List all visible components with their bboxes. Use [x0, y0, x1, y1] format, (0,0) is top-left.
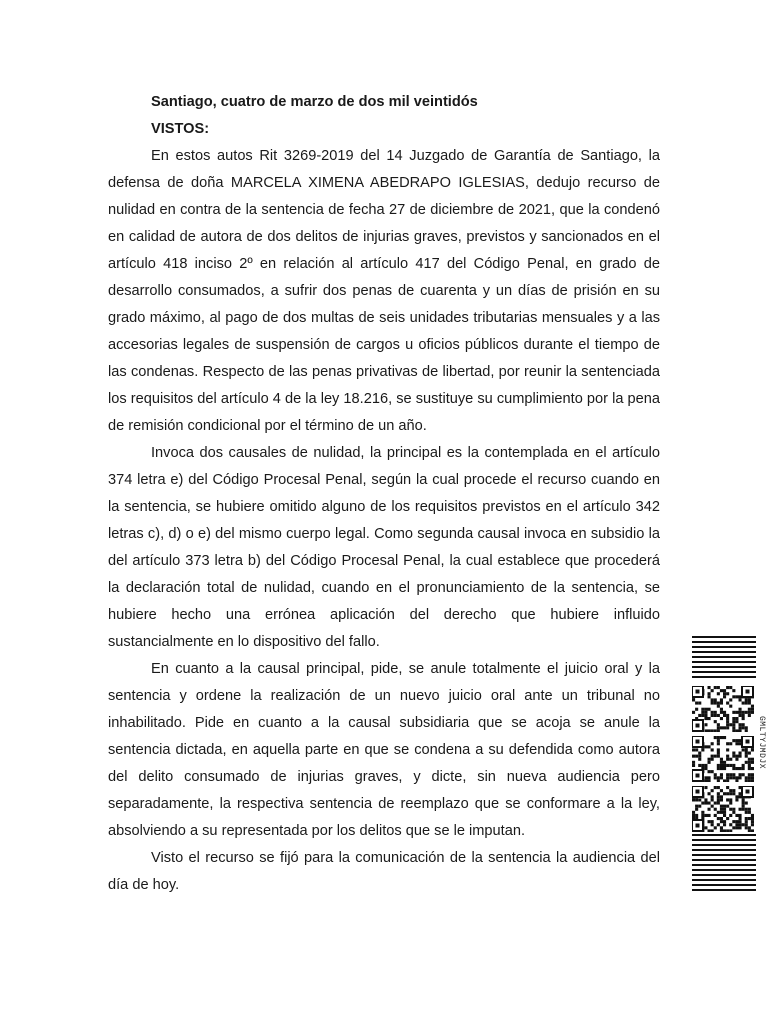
qr-code-icon: [692, 686, 754, 732]
section-heading: VISTOS:: [151, 121, 210, 137]
barcode-stripes-top: [692, 636, 756, 682]
paragraph: En cuanto a la causal principal, pide, se anule totalmente el juicio oral y la sentencia y ordene la realización de un nuevo juicio oral ante un tribunal no inhabilitado. Pide en cuanto a la causal subsidiaria que se acoja se anule la sentencia dictada, en aquella parte en que se condena a su defendida como autora del delito consumado de injurias graves, y dicte, sin nueva audiencia pero separadamente, la respectiva sentencia de reemplazo que se conformare a la ley, absolviendo a su representada por los delitos que se le imputan.: [108, 661, 660, 839]
document-body: [108, 89, 660, 899]
verification-code: GMLTYJMDJX: [757, 716, 766, 770]
paragraph: Invoca dos causales de nulidad, la principal es la contemplada en el artículo 374 letra e) del Código Procesal Penal, según la cual procede el recurso cuando en la sentencia, se hubiere omitido alguno de los requisitos previstos en el artículo 342 letras c), d) o e) del mismo cuerpo legal. Como segunda causal invoca en subsidio la del artículo 373 letra b) del Código Procesal Penal, la cual establece que procederá la declaración total de nulidad, cuando en el pronunciamiento de la sentencia, se hubiere hecho una errónea aplicación del derecho que hubiere influido sustancialmente en lo dispositivo del fallo.: [108, 445, 660, 650]
verification-barcode: [692, 636, 766, 896]
qr-code-icon: [692, 736, 754, 782]
paragraph: En estos autos Rit 3269-2019 del 14 Juzgado de Garantía de Santiago, la defensa de doña MARCELA XIMENA ABEDRAPO IGLESIAS, dedujo recurso de nulidad en contra de la sentencia de fecha 27 de diciembre de 2021, que la condenó en calidad de autora de dos delitos de injurias graves, previstos y sancionados en el artículo 418 inciso 2º en relación al artículo 417 del Código Penal, en grado de desarrollo consumados, a sufrir dos penas de cuarenta y un días de prisión en su grado máximo, al pago de dos multas de seis unidades tributarias mensuales y a las accesorias legales de suspensión de cargos u oficios públicos durante el tiempo de las condenas. Respecto de las penas privativas de libertad, por reunir la sentenciada los requisitos del artículo 4 de la ley 18.216, se sustituye su cumplimiento por la pena de remisión condicional por el término de un año.: [108, 148, 660, 434]
barcode-stripes-bottom: [692, 834, 756, 896]
qr-code-icon: [692, 786, 754, 832]
date-line: Santiago, cuatro de marzo de dos mil veintidós: [151, 94, 478, 110]
paragraph: Visto el recurso se fijó para la comunicación de la sentencia la audiencia del día de hoy.: [108, 850, 660, 893]
